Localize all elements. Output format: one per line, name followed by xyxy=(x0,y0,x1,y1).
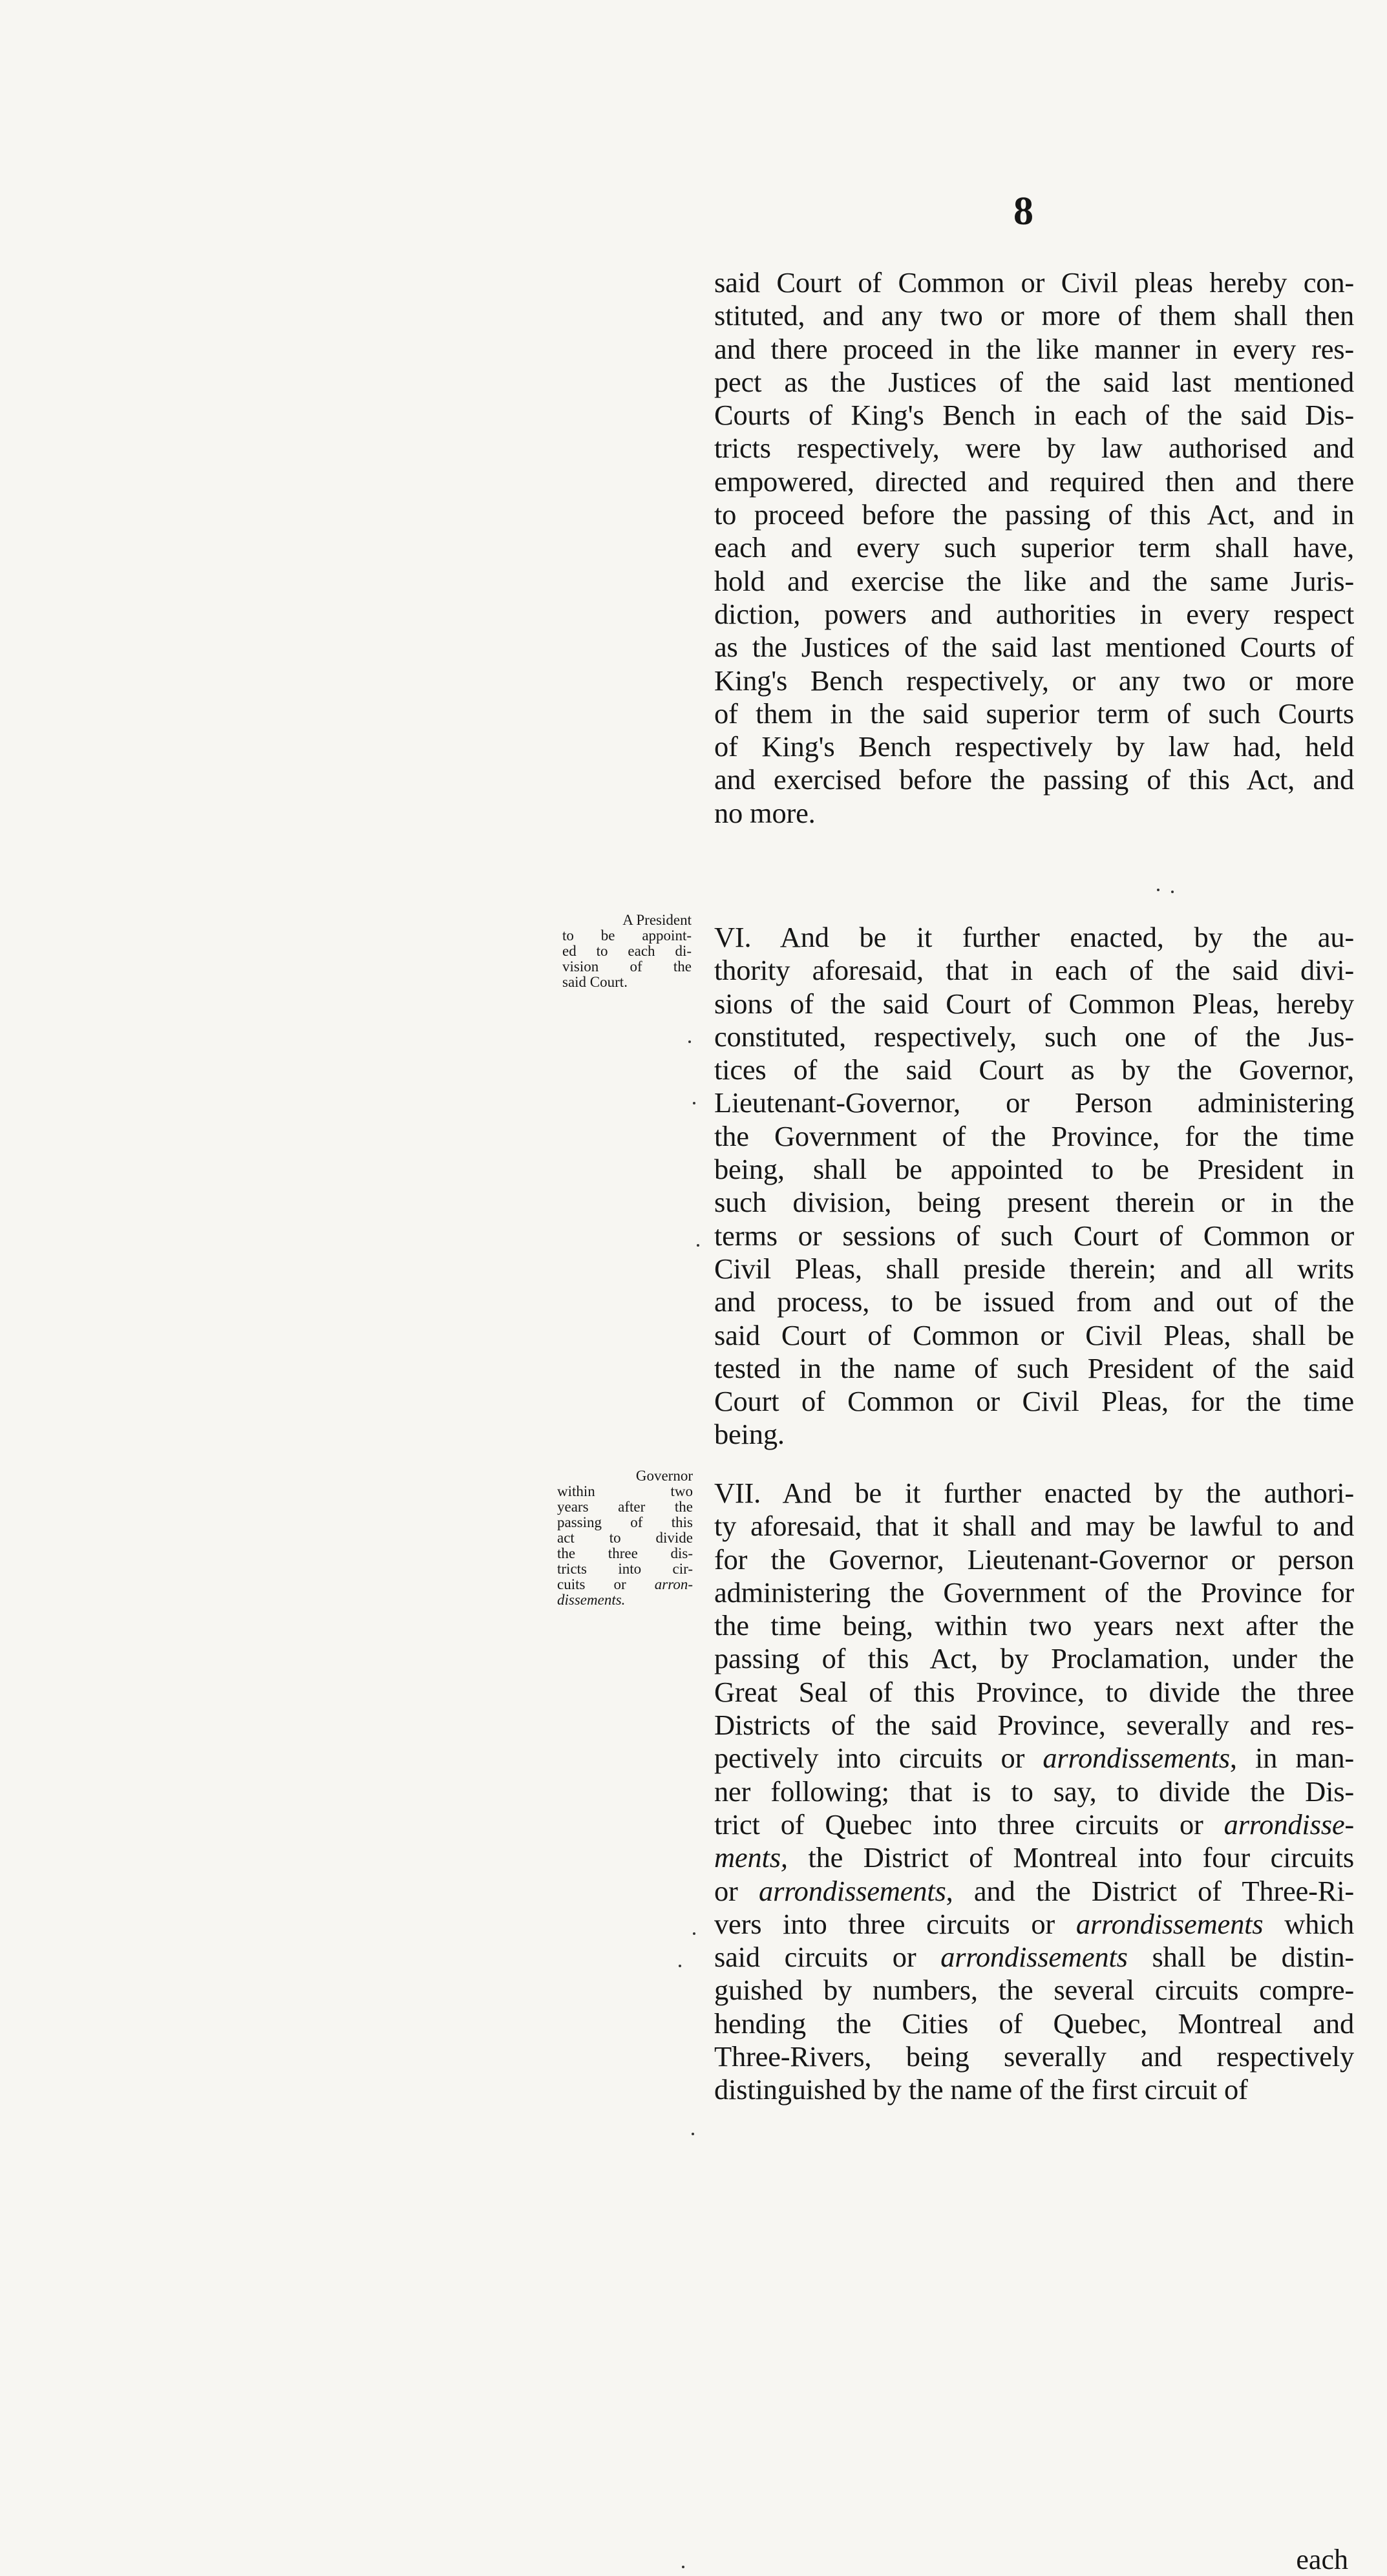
top-paragraph-line: stituted, and any two or more of them shall then xyxy=(714,299,1354,332)
margin-note-vi-line: ed to each di- xyxy=(562,943,692,959)
top-paragraph-line: and exercised before the passing of this Act, and xyxy=(714,763,1354,796)
section-vi-line: terms or sessions of such Court of Common or xyxy=(714,1219,1354,1252)
section-vii-line: ner following; that is to say, to divide the Dis- xyxy=(714,1775,1354,1808)
section-vii-line: or arrondissements, and the District of Three-Ri- xyxy=(714,1874,1354,1907)
section-vi-line: being. xyxy=(714,1418,785,1451)
section-vi-line: tices of the said Court as by the Governor, xyxy=(714,1053,1354,1086)
top-paragraph-line: no more. xyxy=(714,796,816,829)
section-vi-line: thority aforesaid, that in each of the said divi- xyxy=(714,954,1354,987)
section-vii-line: trict of Quebec into three circuits or arrondisse- xyxy=(714,1808,1354,1841)
top-paragraph-line: said Court of Common or Civil pleas hereby con- xyxy=(714,266,1354,299)
top-paragraph-line: empowered, directed and required then and there xyxy=(714,465,1354,498)
margin-note-vii-line: tricts into cir- xyxy=(557,1561,693,1577)
margin-note-vi-line: A President xyxy=(622,912,692,928)
margin-note-vii-line: the three dis- xyxy=(557,1545,693,1561)
page-number: 8 xyxy=(1013,189,1033,233)
speck xyxy=(692,2133,694,2135)
section-vi-line: the Government of the Province, for the time xyxy=(714,1119,1354,1152)
speck xyxy=(693,1932,695,1935)
top-paragraph-line: pect as the Justices of the said last mentioned xyxy=(714,365,1354,398)
top-paragraph-line: tricts respectively, were by law authorised and xyxy=(714,432,1354,465)
speck xyxy=(682,2566,684,2568)
section-vi-line: said Court of Common or Civil Pleas, shall be xyxy=(714,1318,1354,1351)
margin-note-vii-line: dissements. xyxy=(557,1592,626,1608)
top-paragraph-line: to proceed before the passing of this Act, and in xyxy=(714,498,1354,531)
section-vi-line: Civil Pleas, shall preside therein; and all writs xyxy=(714,1252,1354,1285)
speck xyxy=(697,1244,699,1247)
speck xyxy=(1157,889,1159,891)
section-vii-line: passing of this Act, by Proclamation, under the xyxy=(714,1642,1354,1675)
section-vii-line: guished by numbers, the several circuits compre- xyxy=(714,1974,1354,2007)
top-paragraph-line: as the Justices of the said last mentioned Courts of xyxy=(714,631,1354,664)
section-vii-line: administering the Government of the Province for xyxy=(714,1576,1354,1609)
speck xyxy=(679,1965,681,1967)
section-vii-line: the time being, within two years next after the xyxy=(714,1609,1354,1642)
speck xyxy=(688,1040,691,1043)
top-paragraph-line: hold and exercise the like and the same Juris- xyxy=(714,564,1354,597)
section-vi-line: such division, being present therein or in the xyxy=(714,1186,1354,1219)
section-vi-line: Lieutenant-Governor, or Person administering xyxy=(714,1086,1354,1119)
section-vii-line: for the Governor, Lieutenant-Governor or person xyxy=(714,1543,1354,1576)
top-paragraph-line: Courts of King's Bench in each of the said Dis- xyxy=(714,399,1354,432)
section-vii-line: pectively into circuits or arrondissements, in man- xyxy=(714,1742,1354,1775)
section-vii-paragraph xyxy=(714,1477,1354,2107)
section-vii-line: said circuits or arrondissements shall be distin- xyxy=(714,1941,1354,1974)
section-vi-line: Court of Common or Civil Pleas, for the time xyxy=(714,1385,1354,1418)
margin-note-vi-line: vision of the xyxy=(562,958,692,975)
margin-note-vii-line: within two xyxy=(557,1483,693,1499)
margin-note-vii-line: Governor xyxy=(635,1468,693,1484)
section-vi-line: tested in the name of such President of the said xyxy=(714,1351,1354,1384)
section-vi-line: being, shall be appointed to be President in xyxy=(714,1153,1354,1186)
section-vii-line: hending the Cities of Quebec, Montreal and xyxy=(714,2007,1354,2040)
section-vii-line: Great Seal of this Province, to divide the three xyxy=(714,1675,1354,1708)
margin-note-vii-line: years after the xyxy=(557,1499,693,1515)
top-paragraph-line: of them in the said superior term of such Courts xyxy=(714,697,1354,730)
margin-note-vi-line: to be appoint- xyxy=(562,927,692,944)
margin-note-vii-line: act to divide xyxy=(557,1530,693,1546)
section-vi-line: sions of the said Court of Common Pleas, hereby xyxy=(714,987,1354,1020)
section-vii-line: ty aforesaid, that it shall and may be lawful to and xyxy=(714,1510,1354,1543)
section-vi-paragraph xyxy=(714,921,1354,1452)
speck xyxy=(1171,891,1174,893)
top-paragraph-line: King's Bench respectively, or any two or more xyxy=(714,664,1354,697)
margin-note-section-vi xyxy=(562,913,692,990)
section-vi-line: constituted, respectively, such one of the Jus- xyxy=(714,1020,1354,1053)
section-vii-line: ments, the District of Montreal into four circuits xyxy=(714,1841,1354,1874)
margin-note-vii-line: passing of this xyxy=(557,1514,693,1530)
margin-note-vi-line: said Court. xyxy=(562,974,628,990)
section-vii-line: Districts of the said Province, severally and res- xyxy=(714,1709,1354,1742)
top-paragraph-line: diction, powers and authorities in every respect xyxy=(714,597,1354,630)
section-vi-line: VI. And be it further enacted, by the au- xyxy=(714,921,1354,953)
top-paragraph-line: and there proceed in the like manner in every res- xyxy=(714,332,1354,365)
catchword: each xyxy=(1296,2544,1348,2575)
top-paragraph-line: each and every such superior term shall have, xyxy=(714,531,1354,564)
margin-note-vii-line: cuits or arron- xyxy=(557,1576,693,1592)
section-vii-line: vers into three circuits or arrondissements which xyxy=(714,1907,1354,1940)
top-paragraph-line: of King's Bench respectively by law had, held xyxy=(714,730,1354,763)
speck xyxy=(693,1102,695,1104)
section-vii-line: VII. And be it further enacted by the authori- xyxy=(714,1477,1354,1509)
margin-note-section-vii xyxy=(557,1468,693,1608)
section-vii-line: Three-Rivers, being severally and respectively xyxy=(714,2040,1354,2073)
top-paragraph xyxy=(714,266,1354,830)
section-vi-line: and process, to be issued from and out of the xyxy=(714,1285,1354,1318)
section-vii-line: distinguished by the name of the first circuit of xyxy=(714,2073,1248,2106)
